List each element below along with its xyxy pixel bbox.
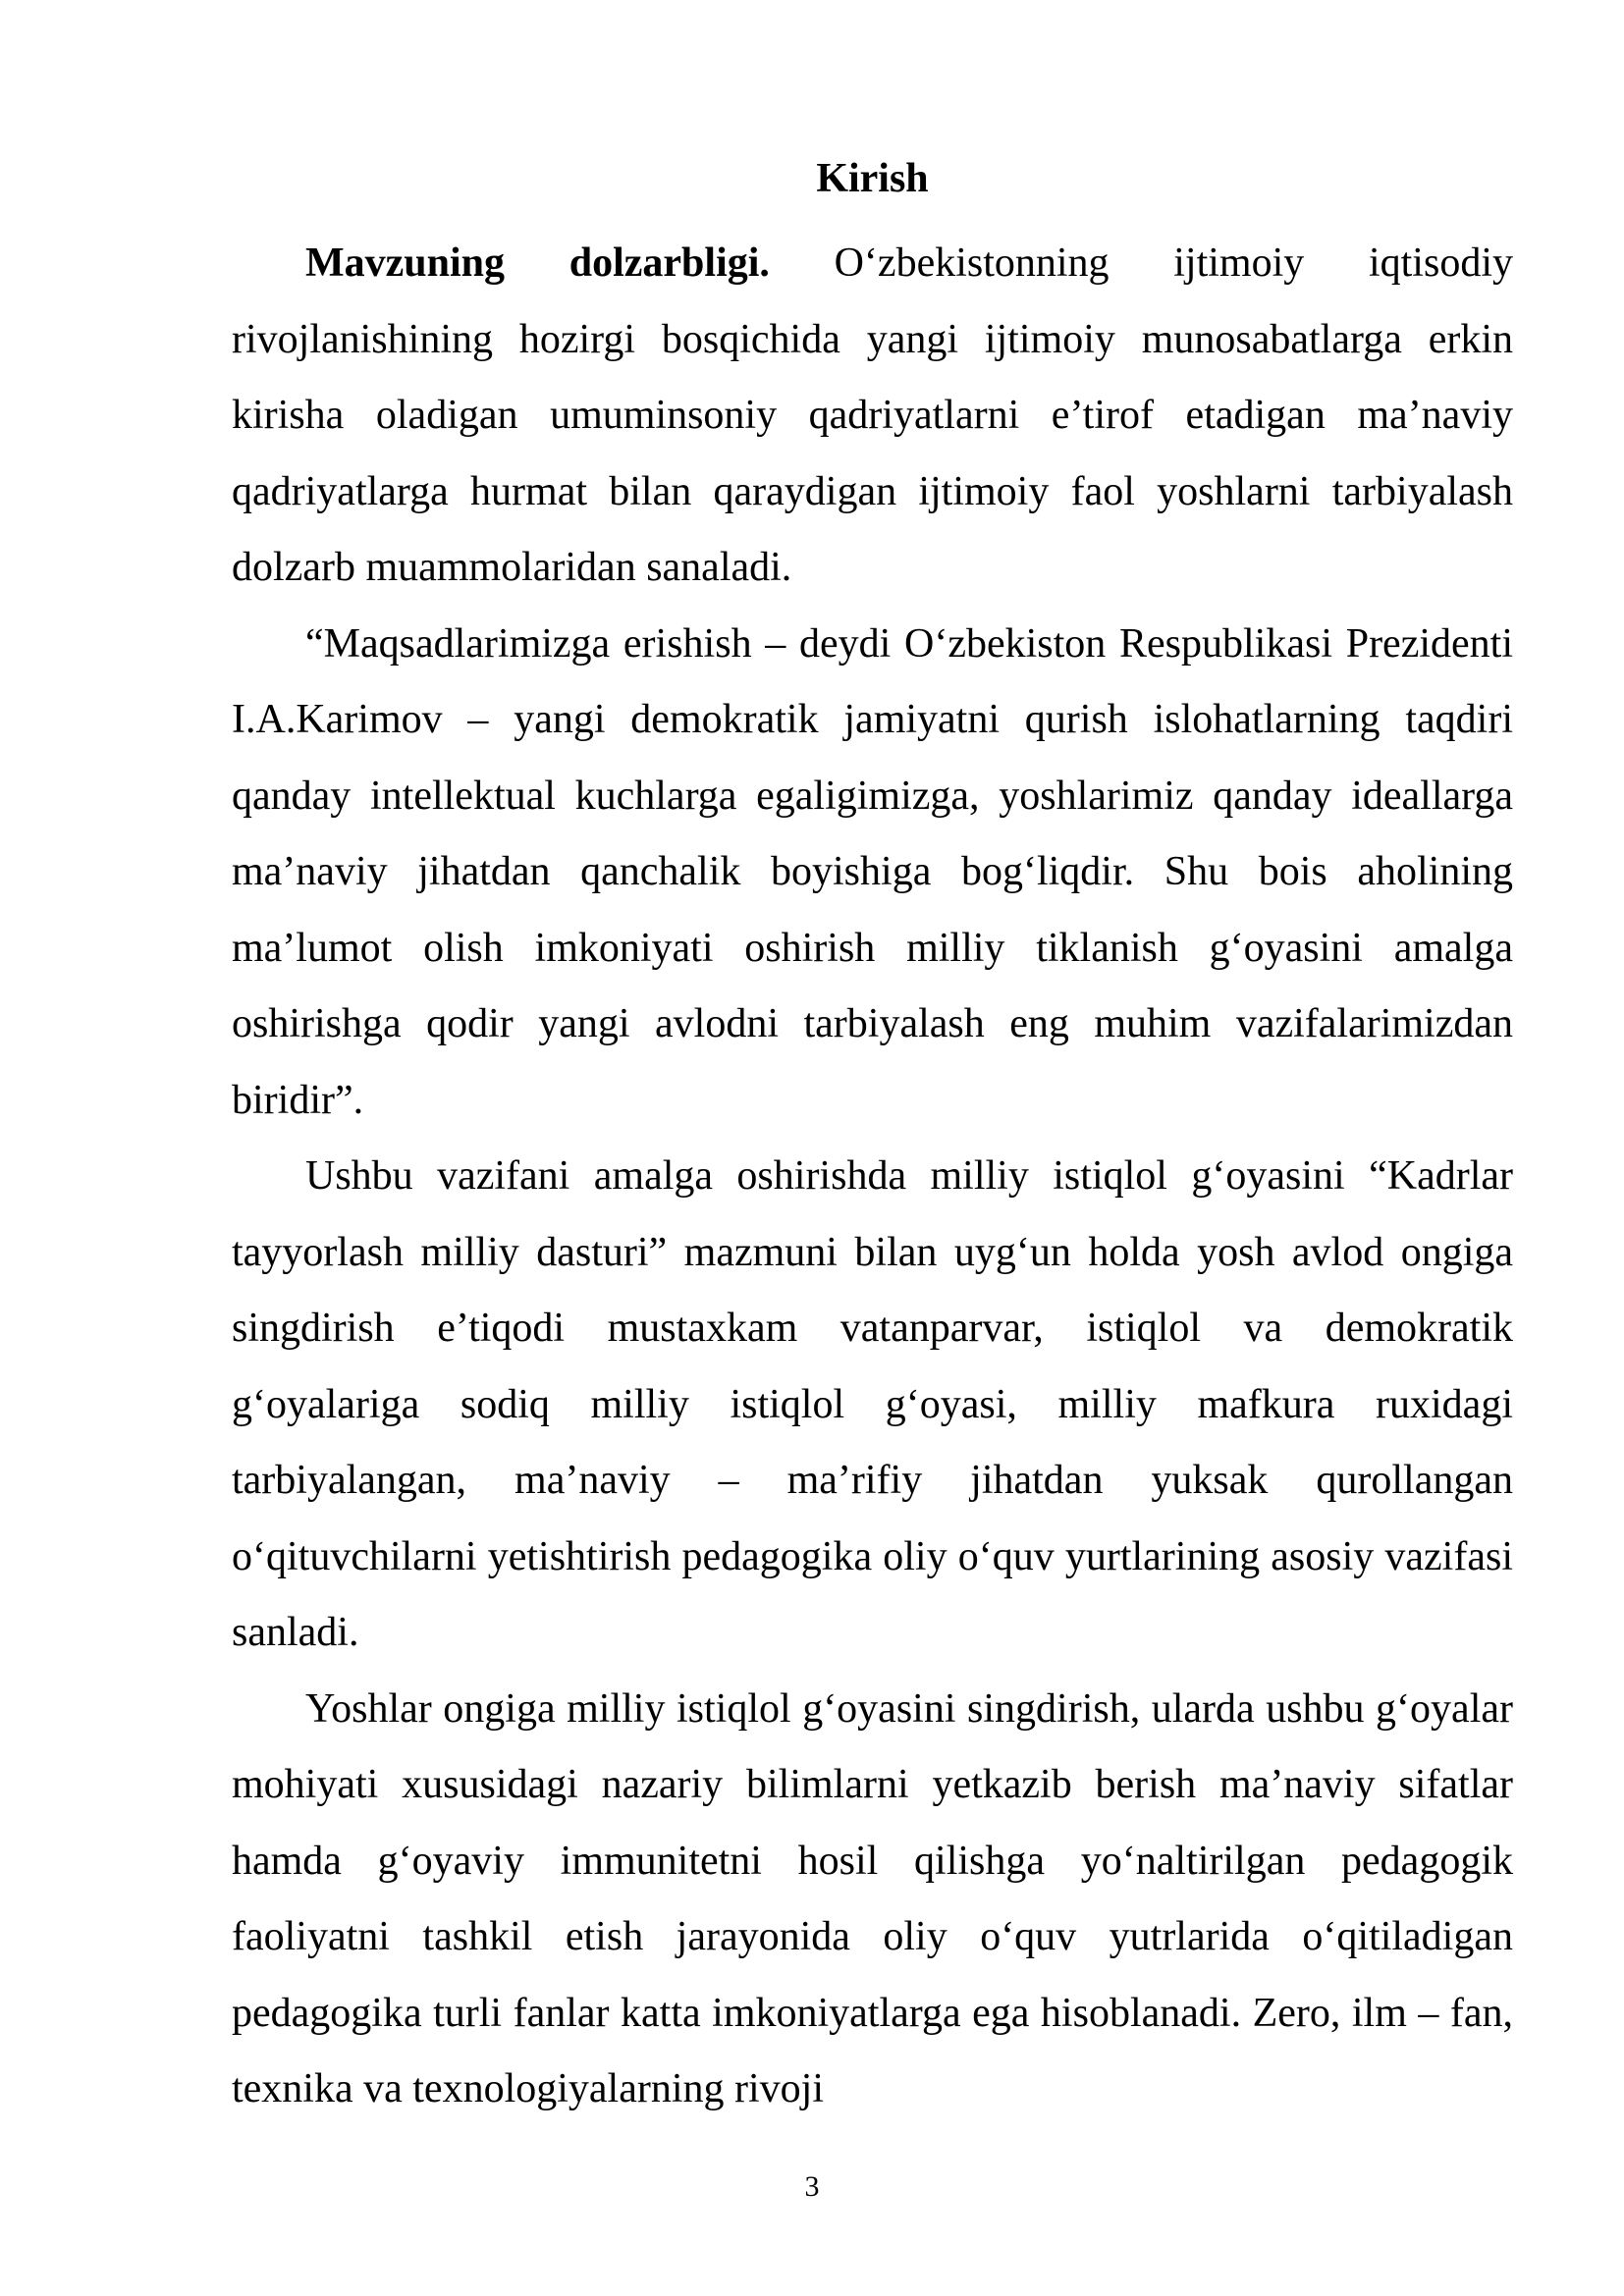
body-text (232, 226, 1513, 2128)
paragraph-quote: “Maqsadlarimizga erishish – deydi O‘zbekiston Respublikasi Prezidenti I.A.Karimov – yangi demokratik jamiyatni qurish islohatlarning taqdiri qanday intellektual kuchlarga egaligimizga, yoshlarimiz qanday ideallarga ma’naviy jihatdan qanchalik boyishiga bog‘liqdir. Shu bois aholining ma’lumot olish imkoniyati oshirish milliy tiklanish g‘oyasini amalga oshirishga qodir yangi avlodni tarbiyalash eng muhim vazifalarimizdan biridir”. (232, 620, 1513, 1123)
paragraph-lead: Mavzuning dolzarbligi. (305, 240, 770, 286)
paragraph-relevance (232, 226, 1513, 607)
paragraph-youth: Yoshlar ongiga milliy istiqlol g‘oyasini singdirish, ularda ushbu g‘oyalar mohiyati xususidagi nazariy bilimlarni yetkazib berish ma’naviy sifatlar hamda g‘oyaviy immunitetni hosil qilishga yo‘naltirilgan pedagogik faoliyatni tashkil etish jarayonida oliy o‘quv yutrlarida o‘qitiladigan pedagogika turli fanlar katta imkoniyatlarga ega hisoblanadi. Zero, ilm – fan, texnika va texnologiyalarning rivoji (232, 1685, 1513, 2111)
page-number: 3 (804, 2170, 820, 2203)
paragraph-task: Ushbu vazifani amalga oshirishda milliy istiqlol g‘oyasini “Kadrlar tayyorlash milliy dasturi” mazmuni bilan uyg‘un holda yosh avlod ongiga singdirish e’tiqodi mustaxkam vatanparvar, istiqlol va demokratik g‘oyalariga sodiq milliy istiqlol g‘oyasi, milliy mafkura ruxidagi tarbiyalangan, ma’naviy – ma’rifiy jihatdan yuksak qurollangan o‘qituvchilarni yetishtirish pedagogika oliy o‘quv yurtlarining asosiy vazifasi sanladi. (232, 1153, 1513, 1655)
section-title: Kirish (816, 156, 929, 201)
paragraph-text: O‘zbekistonning ijtimoiy iqtisodiy rivojlanishining hozirgi bosqichida yangi ijtimoiy munosabatlarga erkin kirisha oladigan umuminsoniy qadriyatlarni e’tirof etadigan ma’naviy qadriyatlarga hurmat bilan qaraydigan ijtimoiy faol yoshlarni tarbiyalash dolzarb muammolaridan sanaladi. (232, 240, 1513, 590)
